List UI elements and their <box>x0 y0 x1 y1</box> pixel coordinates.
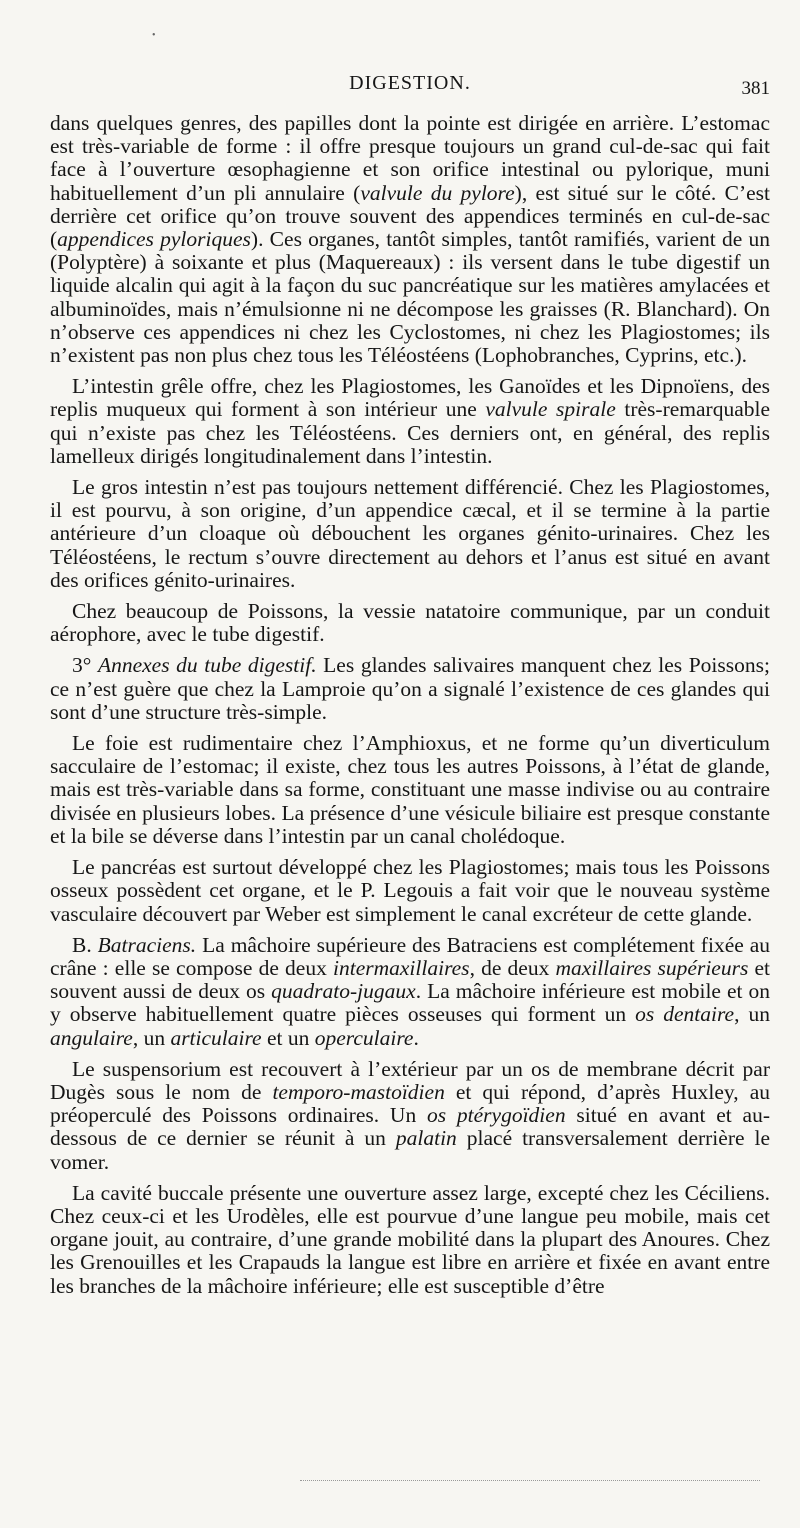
paragraph <box>50 654 770 724</box>
text-run: placé transversalement derrière le vomer. <box>50 1126 770 1174</box>
italic-term: articulaire <box>170 1025 262 1050</box>
text-run: B. <box>72 932 98 957</box>
text-run: . <box>413 1025 419 1050</box>
paragraph <box>50 1182 770 1298</box>
text-run: très-remarquable qui n’existe pas chez les Téléostéens. Ces derniers ont, en général, des replis lamelleux dirigés longitudinalement dans l’intestin. <box>50 397 771 468</box>
text-run: Le pancréas est surtout développé chez les Plagiostomes; mais tous les Poissons osseux possèdent cet organe, et le P. Legouis a fait voir que le nouveau système vasculaire découvert par Weber est simplement le canal excréteur de cette glande. <box>50 855 770 926</box>
print-speck: • <box>152 30 156 41</box>
italic-term: os dentaire <box>635 1002 735 1027</box>
text-run: , un <box>132 1025 171 1050</box>
text-run: , de deux <box>469 955 556 980</box>
italic-term: temporo-mastoïdien <box>272 1079 445 1104</box>
body-text <box>50 112 770 1306</box>
text-run: La cavité buccale présente une ouverture assez large, excepté chez les Céciliens. Chez ceux-ci et les Urodèles, elle est pourvue d’une langue peu mobile, mais cet organe jouit, au contraire, d’une grande mobilité dans la plupart des Anoures. Chez les Grenouilles et les Crapauds la langue est libre en arrière et fixée en avant entre les branches de la mâchoire inférieure; elle est susceptible d’être <box>50 1180 770 1298</box>
page-header <box>50 70 770 100</box>
text-run: Le suspensorium est recouvert à l’extérieur par un os de membrane décrit par Dugès sous le nom de <box>50 1056 770 1104</box>
text-run: 3° <box>72 653 98 678</box>
paragraph <box>50 856 770 926</box>
text-run: Chez beaucoup de Poissons, la vessie natatoire communique, par un conduit aérophore, avec le tube digestif. <box>50 599 770 647</box>
text-run: ), est situé sur le côté. C’est derrière cet orifice qu’on trouve souvent des appendices terminés en cul-de-sac ( <box>50 180 771 252</box>
paragraph <box>50 934 770 1050</box>
paragraph <box>50 476 770 592</box>
text-run: ). Ces organes, tantôt simples, tantôt ramifiés, varient de un (Polyptère) à soixante et plus (Maquereaux) : ils versent dans le tube digestif un liquide alcalin qui agit à la façon du suc pancréatique sur les matières amylacées et albuminoïdes, mais n’émulsionne ni ne décompose les graisses (R. Blanchard). On n’observe ces appendices ni chez les Cyclostomes, ni chez les Plagiostomes; ils n’existent pas non plus chez tous les Téléostéens (Lophobranches, Cyprins, etc.). <box>50 227 770 368</box>
text-run: Les glandes salivaires manquent chez les Poissons; ce n’est guère que chez la Lamproie qu’on a signalé l’existence de ces glandes qui sont d’une structure très-simple. <box>50 653 770 724</box>
text-run: situé en avant et au-dessous de ce dernier se réunit à un <box>50 1103 770 1151</box>
paragraph <box>50 732 770 848</box>
italic-term: quadrato-jugaux <box>271 979 416 1004</box>
running-head: DIGESTION. <box>349 72 471 94</box>
text-run: , un <box>734 1002 771 1027</box>
text-run: La mâchoire supérieure des Batraciens est complétement fixée au crâne : elle se compose de deux <box>50 932 770 980</box>
footer-rule <box>300 1480 760 1484</box>
text-run: . La mâchoire inférieure est mobile et on y observe habituellement quatre pièces osseuses qui forment un <box>50 979 771 1027</box>
paragraph <box>50 375 770 468</box>
text-run: L’intestin grêle offre, chez les Plagiostomes, les Ganoïdes et les Dipnoïens, des replis muqueux qui forment à son intérieur une <box>50 374 770 422</box>
italic-term: operculaire <box>314 1025 414 1050</box>
italic-term: maxillaires supérieurs <box>555 955 749 980</box>
italic-term: os ptérygoïdien <box>427 1103 566 1128</box>
italic-term: appendices pyloriques <box>57 227 251 252</box>
text-run: et un <box>261 1025 315 1050</box>
text-run: Le foie est rudimentaire chez l’Amphioxus, et ne forme qu’un diverticulum sacculaire de l’estomac; il existe, chez tous les autres Poissons, à l’état de glande, mais est très-variable dans sa forme, constituant une masse indivise ou au contraire divisée en plusieurs lobes. La présence d’une vésicule biliaire est presque constante et la bile se déverse dans l’intestin par un canal cholédoque. <box>50 731 770 848</box>
page-number: 381 <box>741 78 770 99</box>
paragraph <box>50 600 770 646</box>
text-run: et qui répond, d’après Huxley, au préoperculé des Poissons ordinaires. Un <box>50 1079 771 1128</box>
italic-term: palatin <box>395 1126 457 1151</box>
text-run: dans quelques genres, des papilles dont la pointe est dirigée en arrière. L’estomac est très-variable de forme : il offre presque toujours un grand cul-de-sac qui fait face à l’ouverture œsophagienne et son orifice intestinal ou pylorique, muni habituellement d’un pli annulaire ( <box>50 111 770 205</box>
paragraph <box>50 1058 770 1174</box>
text-run: et souvent aussi de deux os <box>50 955 771 1004</box>
text-run: Le gros intestin n’est pas toujours nettement différencié. Chez les Plagiostomes, il est pourvu, à son origine, d’un appendice cæcal, et il se termine à la partie antérieure d’un cloaque où débouchent les organes génito-urinaires. Chez les Téléostéens, le rectum s’ouvre directement au dehors et l’anus est situé en avant des orifices génito-urinaires. <box>50 475 770 592</box>
italic-term: valvule spirale <box>485 397 616 422</box>
paragraph <box>50 112 770 367</box>
italic-term: Annexes du tube digestif. <box>97 653 317 678</box>
italic-term: intermaxillaires <box>333 955 470 980</box>
italic-term: Batraciens. <box>97 932 197 957</box>
italic-term: angulaire <box>50 1025 133 1050</box>
italic-term: valvule du pylore <box>360 180 515 205</box>
